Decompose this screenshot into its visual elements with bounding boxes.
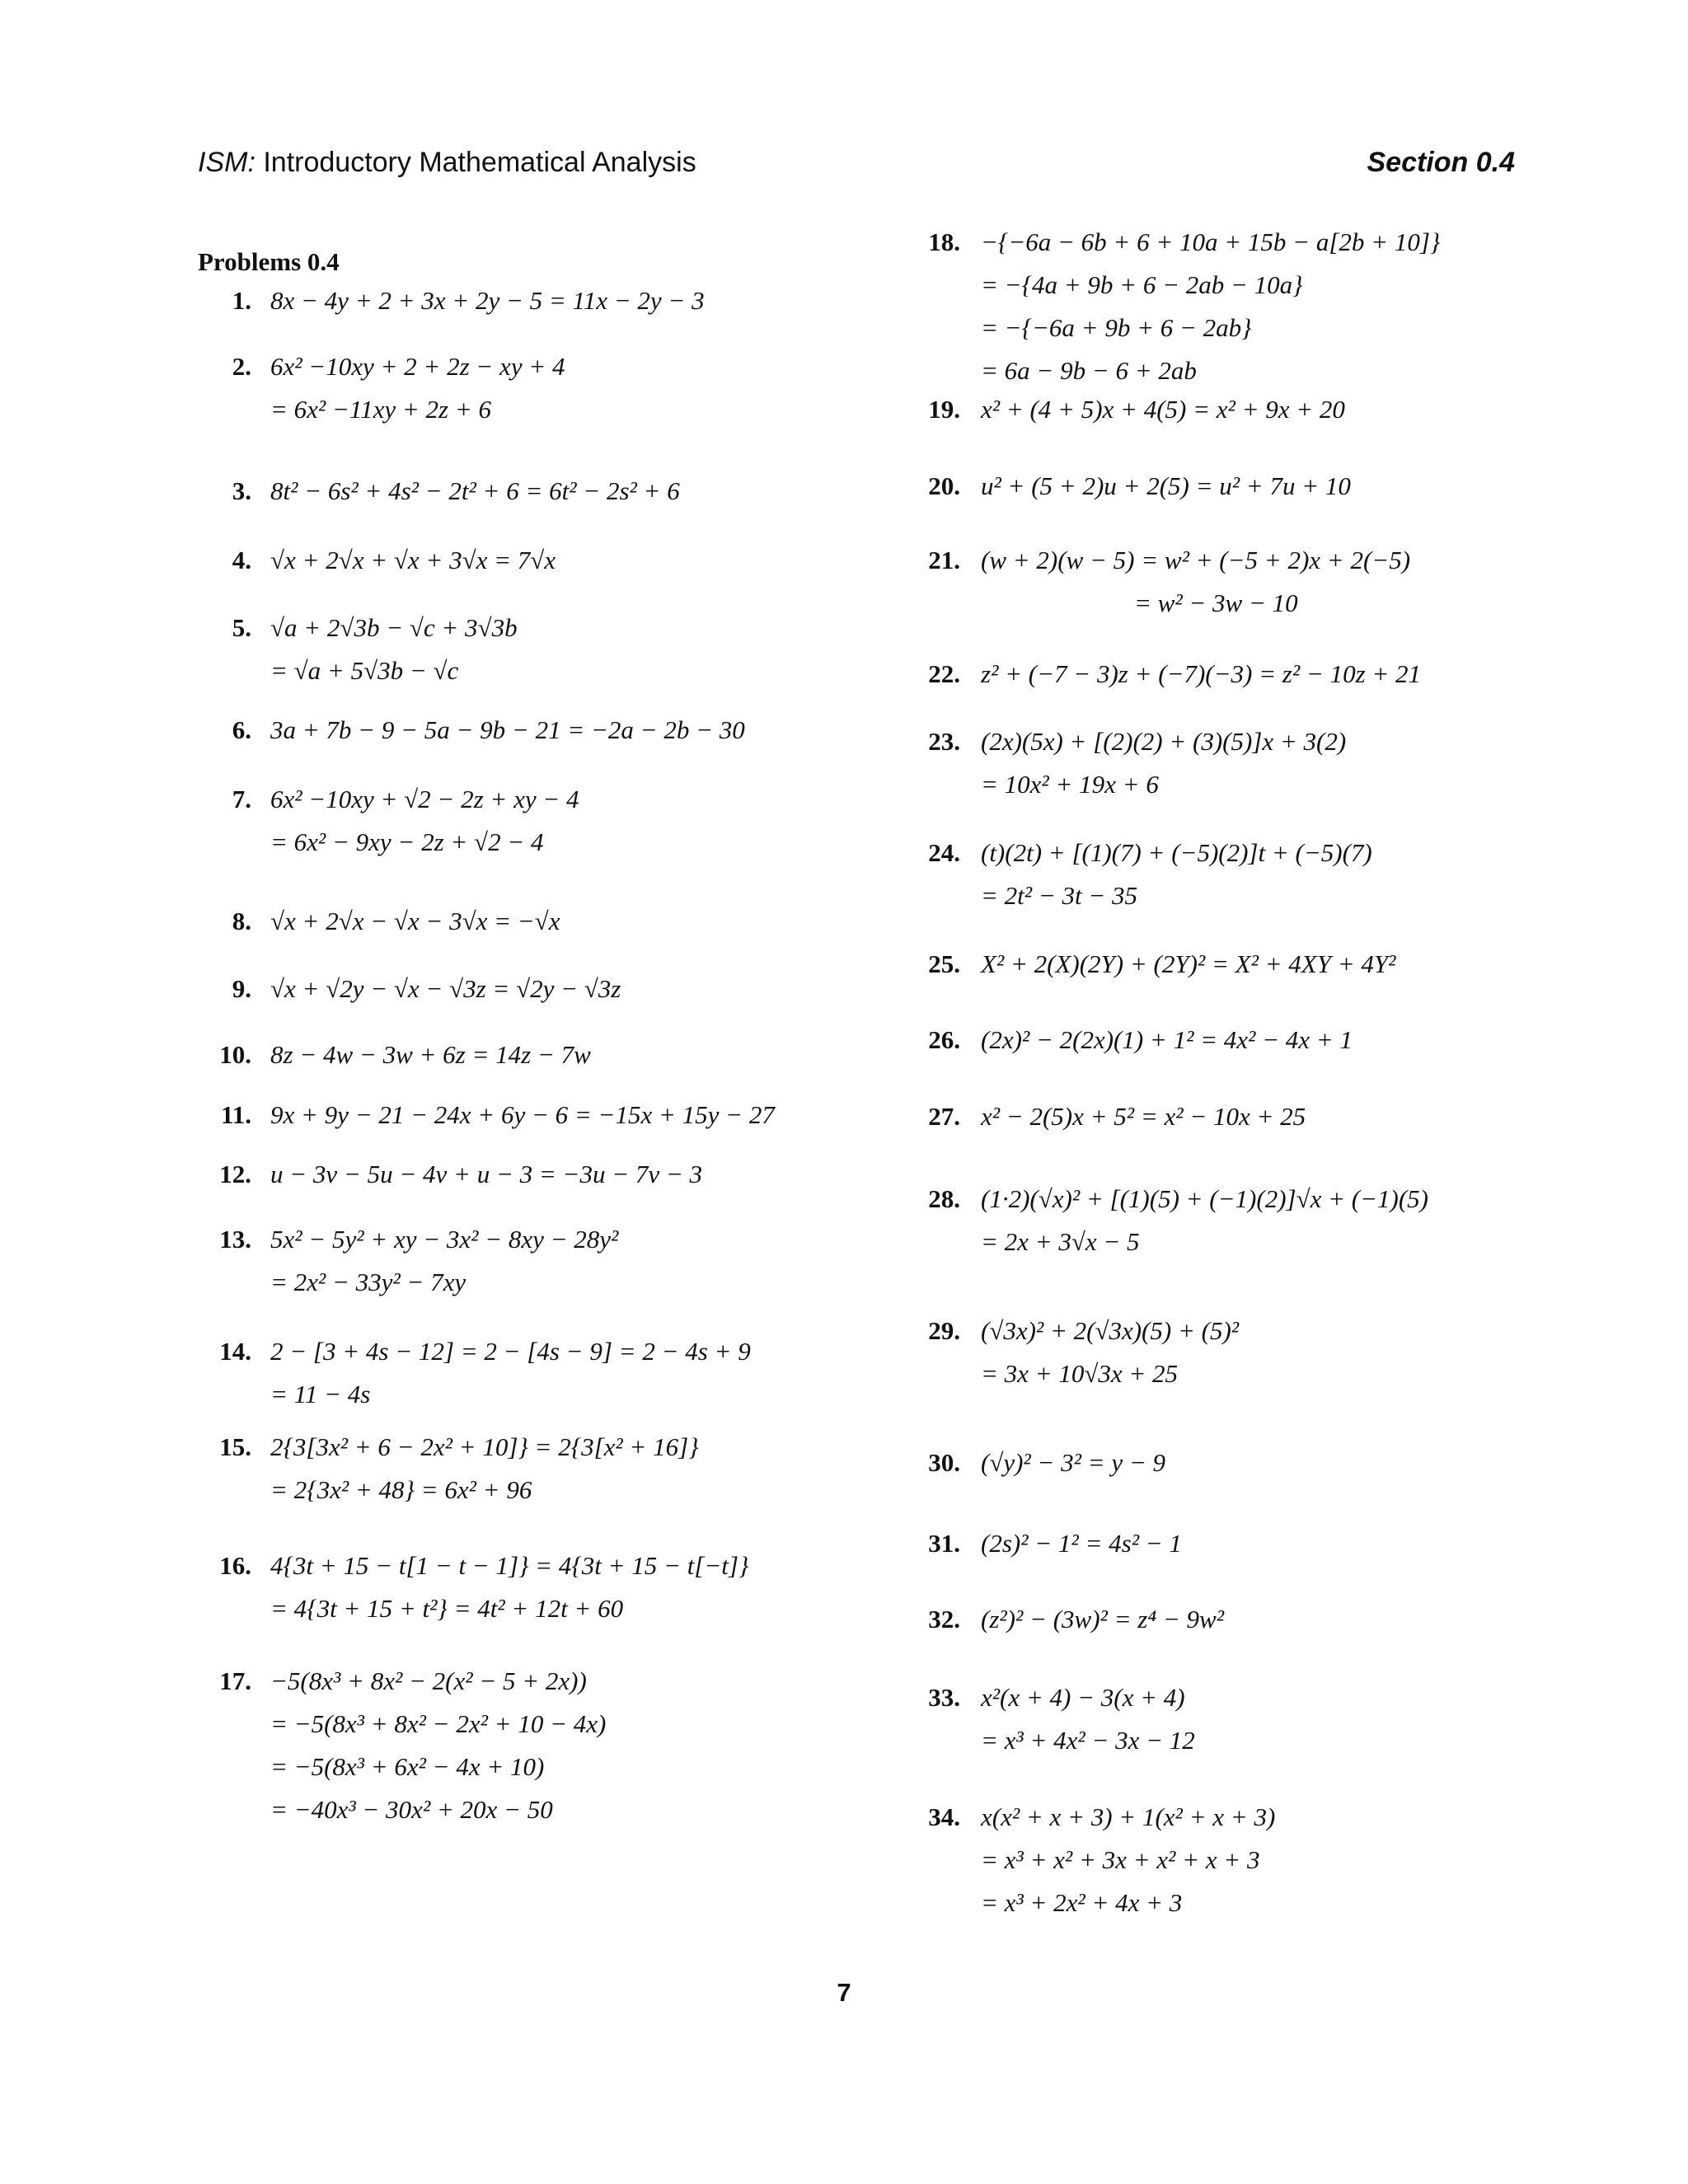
- problem-number: 9.: [232, 974, 251, 1003]
- solution-line: = 2x + 3√x − 5: [981, 1227, 1140, 1256]
- solution-line: 8x − 4y + 2 + 3x + 2y − 5 = 11x − 2y − 3: [270, 286, 705, 315]
- solution-line: u − 3v − 5u − 4v + u − 3 = −3u − 7v − 3: [270, 1160, 703, 1188]
- problem-number: 32.: [928, 1605, 960, 1633]
- solution-line: = 6x² − 9xy − 2z + √2 − 4: [270, 827, 544, 856]
- problem-number: 21.: [928, 546, 960, 574]
- header-abbrev: ISM:: [198, 147, 256, 178]
- solution-line: = x³ + 4x² − 3x − 12: [981, 1726, 1195, 1755]
- problem-number: 11.: [220, 1100, 251, 1129]
- solution-line: = −{−6a + 9b + 6 − 2ab}: [981, 313, 1252, 342]
- page-number: 7: [837, 1978, 851, 2007]
- problem-number: 25.: [928, 949, 960, 978]
- solution-line: = 6x² −11xy + 2z + 6: [270, 395, 492, 424]
- solution-line: (2x)² − 2(2x)(1) + 1² = 4x² − 4x + 1: [981, 1025, 1353, 1054]
- problems-title: Problems 0.4: [198, 247, 340, 276]
- problem-number: 2.: [232, 352, 251, 381]
- solution-line: 6x² −10xy + 2 + 2z − xy + 4: [270, 352, 565, 381]
- solution-line: (2s)² − 1² = 4s² − 1: [981, 1529, 1182, 1558]
- problem-number: 31.: [928, 1529, 960, 1558]
- solution-line: 8t² − 6s² + 4s² − 2t² + 6 = 6t² − 2s² + 6: [270, 476, 680, 505]
- problem-number: 8.: [232, 907, 251, 935]
- problem-number: 27.: [928, 1102, 960, 1131]
- problem-number: 28.: [928, 1184, 960, 1213]
- problem-number: 7.: [232, 785, 251, 813]
- problem-number: 15.: [219, 1432, 251, 1461]
- solution-line: x² + (4 + 5)x + 4(5) = x² + 9x + 20: [981, 395, 1345, 424]
- solution-line: x² − 2(5)x + 5² = x² − 10x + 25: [981, 1102, 1306, 1131]
- solution-line: 8z − 4w − 3w + 6z = 14z − 7w: [270, 1040, 591, 1069]
- solution-line: 4{3t + 15 − t[1 − t − 1]} = 4{3t + 15 − t[−t]}: [270, 1551, 749, 1580]
- solution-line: 3a + 7b − 9 − 5a − 9b − 21 = −2a − 2b − 30: [270, 715, 745, 744]
- page-header-left: [198, 147, 696, 179]
- problem-number: 17.: [219, 1666, 251, 1695]
- problem-number: 4.: [232, 546, 251, 574]
- solution-line: u² + (5 + 2)u + 2(5) = u² + 7u + 10: [981, 471, 1351, 500]
- problem-number: 1.: [232, 286, 251, 315]
- solution-line: √a + 2√3b − √c + 3√3b: [270, 613, 518, 642]
- solution-line: = 4{3t + 15 + t²} = 4t² + 12t + 60: [270, 1594, 624, 1623]
- solution-line: √x + √2y − √x − √3z = √2y − √3z: [270, 974, 621, 1003]
- solution-line: 2 − [3 + 4s − 12] = 2 − [4s − 9] = 2 − 4s + 9: [270, 1337, 751, 1366]
- problem-number: 30.: [928, 1448, 960, 1477]
- problem-number: 29.: [928, 1316, 960, 1345]
- solution-line: (2x)(5x) + [(2)(2) + (3)(5)]x + 3(2): [981, 727, 1347, 756]
- solution-line: = 2x² − 33y² − 7xy: [270, 1268, 467, 1296]
- solution-line: (√3x)² + 2(√3x)(5) + (5)²: [981, 1316, 1240, 1345]
- solution-line: 2{3[3x² + 6 − 2x² + 10]} = 2{3[x² + 16]}: [270, 1432, 699, 1461]
- solution-line: (t)(2t) + [(1)(7) + (−5)(2)]t + (−5)(7): [981, 838, 1372, 867]
- problem-number: 23.: [928, 727, 960, 756]
- problem-number: 5.: [232, 613, 251, 642]
- solution-line: = x³ + x² + 3x + x² + x + 3: [981, 1845, 1260, 1874]
- problem-number: 34.: [928, 1802, 960, 1831]
- solution-line: x(x² + x + 3) + 1(x² + x + 3): [981, 1802, 1276, 1831]
- problem-number: 20.: [928, 471, 960, 500]
- problem-number: 16.: [219, 1551, 251, 1580]
- solution-line: = −5(8x³ + 8x² − 2x² + 10 − 4x): [270, 1709, 607, 1738]
- solution-line: = −40x³ − 30x² + 20x − 50: [270, 1795, 553, 1824]
- problem-number: 22.: [928, 659, 960, 688]
- solution-line: = √a + 5√3b − √c: [270, 656, 459, 685]
- solution-line: 9x + 9y − 21 − 24x + 6y − 6 = −15x + 15y − 27: [270, 1100, 775, 1129]
- solution-line: = 10x² + 19x + 6: [981, 770, 1159, 799]
- solution-line: (w + 2)(w − 5) = w² + (−5 + 2)x + 2(−5): [981, 546, 1411, 574]
- solution-line: X² + 2(X)(2Y) + (2Y)² = X² + 4XY + 4Y²: [981, 949, 1396, 978]
- solution-line: (√y)² − 3² = y − 9: [981, 1448, 1166, 1477]
- solution-line: = 2t² − 3t − 35: [981, 881, 1138, 910]
- solution-line: = 3x + 10√3x + 25: [981, 1359, 1179, 1388]
- solution-line: = w² − 3w − 10: [981, 588, 1298, 617]
- problem-number: 12.: [219, 1160, 251, 1188]
- solution-line: (1·2)(√x)² + [(1)(5) + (−1)(2)]√x + (−1)(5): [981, 1184, 1428, 1213]
- problem-number: 24.: [928, 838, 960, 867]
- solution-line: (z²)² − (3w)² = z⁴ − 9w²: [981, 1605, 1224, 1633]
- solution-line: = 11 − 4s: [270, 1380, 371, 1408]
- solution-line: 5x² − 5y² + xy − 3x² − 8xy − 28y²: [270, 1225, 619, 1254]
- problem-number: 33.: [928, 1683, 960, 1712]
- solution-line: = x³ + 2x² + 4x + 3: [981, 1888, 1183, 1917]
- solution-line: = 2{3x² + 48} = 6x² + 96: [270, 1475, 532, 1504]
- page-header-right: Section 0.4: [1367, 147, 1515, 178]
- solution-line: = −5(8x³ + 6x² − 4x + 10): [270, 1752, 545, 1781]
- solution-line: x²(x + 4) − 3(x + 4): [981, 1683, 1185, 1712]
- problem-number: 6.: [232, 715, 251, 744]
- problem-number: 14.: [219, 1337, 251, 1366]
- problem-number: 10.: [219, 1040, 251, 1069]
- solution-line: = −{4a + 9b + 6 − 2ab − 10a}: [981, 270, 1303, 299]
- solution-line: 6x² −10xy + √2 − 2z + xy − 4: [270, 785, 579, 813]
- solution-line: −5(8x³ + 8x² − 2(x² − 5 + 2x)): [270, 1666, 587, 1695]
- problem-number: 3.: [232, 476, 251, 505]
- solution-line: √x + 2√x + √x + 3√x = 7√x: [270, 546, 556, 574]
- header-book-title: Introductory Mathematical Analysis: [255, 147, 696, 178]
- problem-number: 26.: [928, 1025, 960, 1054]
- solution-line: −{−6a − 6b + 6 + 10a + 15b − a[2b + 10]}: [981, 227, 1441, 256]
- problem-number: 18.: [928, 227, 960, 256]
- solution-line: √x + 2√x − √x − 3√x = −√x: [270, 907, 560, 935]
- solution-line: = 6a − 9b − 6 + 2ab: [981, 356, 1197, 385]
- problem-number: 13.: [219, 1225, 251, 1254]
- problem-number: 19.: [928, 395, 960, 424]
- solution-line: z² + (−7 − 3)z + (−7)(−3) = z² − 10z + 21: [981, 659, 1422, 688]
